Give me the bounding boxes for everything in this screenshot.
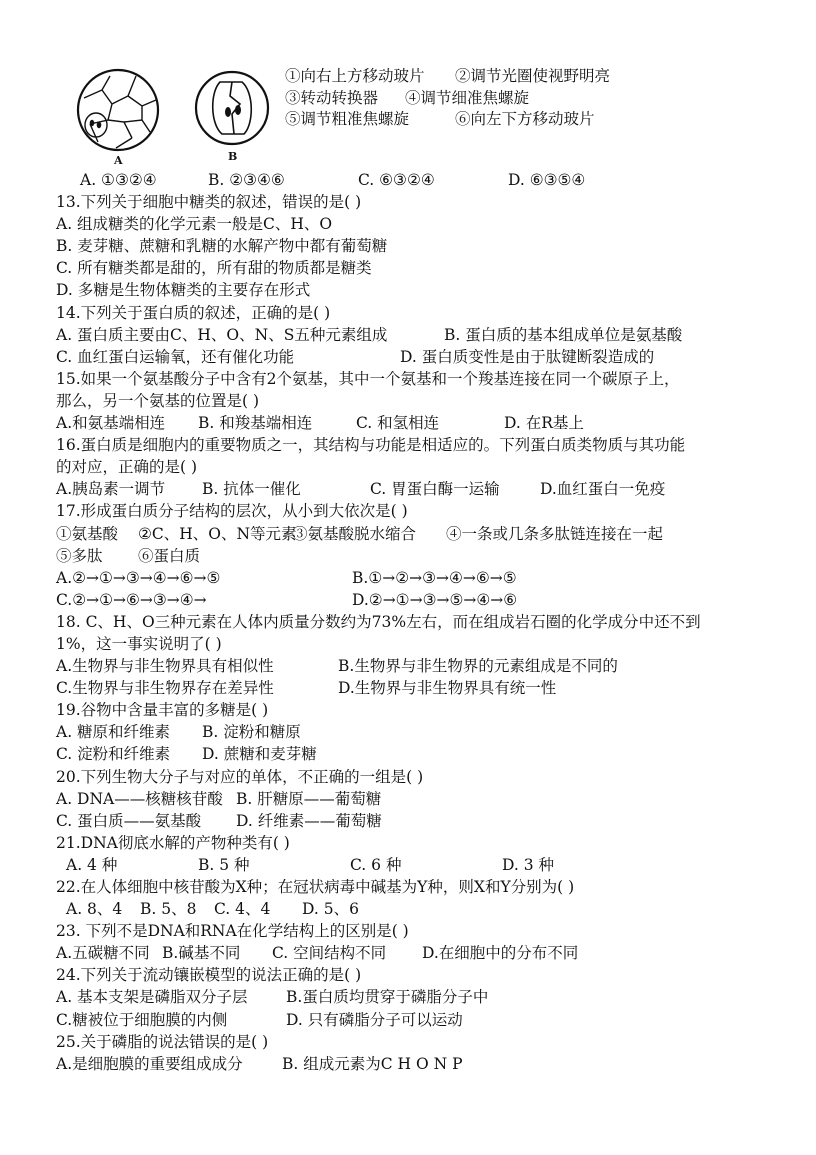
q20-stem: 20.下列生物大分子与对应的单体，不正确的一组是( )	[56, 767, 424, 786]
q13-option-c: C. 所有糖类都是甜的，所有甜的物质都是糖类	[56, 259, 372, 278]
q22-option-d: D. 5、6	[302, 900, 359, 919]
question-list	[56, 169, 806, 1075]
field-a-nucleus-1	[90, 120, 95, 126]
q20-option-a: A. DNA——核糖核苷酸	[56, 789, 223, 808]
q19-option-a: A. 糖原和纤维素	[56, 723, 171, 742]
field-b-cell	[213, 82, 252, 134]
q18-stem-2: 1%，这一事实说明了( )	[56, 634, 222, 653]
q20-options-row2	[56, 810, 806, 832]
field-b-label: B	[228, 150, 238, 163]
q17-item-4: ④一条或几条多肽链连接在一起	[446, 524, 664, 543]
q25-stem: 25.关于磷脂的说法错误的是( )	[56, 1032, 269, 1051]
q14-option-b: B. 蛋白质的基本组成单位是氨基酸	[444, 325, 683, 344]
q14-option-c: C. 血红蛋白运输氧，还有催化功能	[56, 347, 295, 366]
steps-row	[285, 66, 610, 88]
q17-items-row2	[56, 545, 806, 567]
q21-stem: 21.DNA彻底水解的产物种类有( )	[56, 833, 290, 852]
q25-options	[56, 1053, 806, 1075]
q19-options-row1	[56, 721, 806, 743]
q14-option-a: A. 蛋白质主要由C、H、O、N、S五种元素组成	[56, 325, 388, 344]
q13-stem: 13.下列关于细胞中糖类的叙述，错误的是( )	[56, 193, 362, 212]
q21-option-b: B. 5 种	[198, 855, 250, 874]
q21-option-d: D. 3 种	[502, 855, 555, 874]
q24-option-a: A. 基本支架是磷脂双分子层	[56, 988, 248, 1007]
q23-option-b: B.碱基不同	[162, 944, 241, 963]
q22-stem: 22.在人体细胞中核苷酸为X种；在冠状病毒中碱基为Y种，则X和Y分别为( )	[56, 878, 575, 896]
q15-option-d: D. 在R基上	[504, 414, 584, 433]
q18-option-d: D.生物界与非生物界具有统一性	[338, 679, 557, 698]
q17-option-c: C.②→①→⑥→③→④→	[56, 590, 207, 609]
q23-option-d: D.在细胞中的分布不同	[422, 944, 579, 963]
q17-item-6: ⑥蛋白质	[138, 546, 201, 565]
q23-option-a: A.五碳糖不同	[56, 944, 150, 963]
q24-options-row1	[56, 986, 806, 1008]
field-a-nucleus-2	[97, 122, 102, 128]
q23-options	[56, 942, 806, 964]
q19-option-d: D. 蔗糖和麦芽糖	[202, 745, 317, 764]
field-a-cells	[84, 76, 156, 148]
q17-item-3: ③氨基酸脱水缩合	[292, 524, 417, 543]
step-6: ⑥向左下方移动玻片	[455, 110, 595, 128]
q14-stem: 14.下列关于蛋白质的叙述，正确的是( )	[56, 303, 331, 322]
q19-options-row2	[56, 743, 806, 765]
q16-option-a: A.胰岛素一调节	[56, 480, 166, 499]
q22-option-c: C. 4、4	[214, 900, 271, 919]
q18-stem-1: 18. C、H、O三种元素在人体内质量分数约为73%左右，而在组成岩石圈的化学成分中还不到	[56, 612, 701, 631]
q23-stem: 23. 下列不是DNA和RNA在化学结构上的区别是( )	[56, 922, 409, 941]
q16-stem-2: 的对应，正确的是( )	[56, 458, 198, 477]
q18-options-row1	[56, 655, 806, 677]
q25-option-b: B. 组成元素为C H O N P	[282, 1054, 463, 1073]
field-a-label: A	[114, 154, 123, 167]
q18-option-b: B.生物界与非生物界的元素组成是不同的	[338, 657, 618, 676]
step-2: ②调节光圈使视野明亮	[455, 67, 611, 85]
q24-option-c: C.糖被位于细胞膜的内侧	[56, 1010, 228, 1029]
q24-option-b: B.蛋白质均贯穿于磷脂分子中	[286, 988, 489, 1007]
q21-option-c: C. 6 种	[350, 855, 402, 874]
q14-options-row1	[56, 324, 806, 346]
q13-option-a: A. 组成糖类的化学元素一般是C、H、O	[56, 215, 333, 234]
microscope-figure	[70, 62, 280, 174]
q15-option-c: C. 和氢相连	[356, 414, 440, 433]
q19-option-b: B. 淀粉和糖原	[202, 723, 301, 742]
q17-options-row1	[56, 567, 806, 589]
q13-option-d: D. 多糖是生物体糖类的主要存在形式	[56, 281, 311, 300]
q22-option-a: A. 8、4	[66, 900, 123, 919]
q20-options-row1	[56, 788, 806, 810]
q15-options	[56, 412, 806, 434]
q16-option-b: B. 抗体一催化	[202, 480, 301, 499]
q18-option-a: A.生物界与非生物界具有相似性	[56, 657, 274, 676]
q17-item-2: ②C、H、O、N等元素	[138, 524, 297, 543]
q17-items-row1	[56, 523, 806, 545]
q13-option-b: B. 麦芽糖、蔗糖和乳糖的水解产物中都有葡萄糖	[56, 237, 388, 256]
q15-option-b: B. 和羧基端相连	[198, 414, 313, 433]
q19-stem: 19.谷物中含量丰富的多糖是( )	[56, 701, 269, 720]
field-b-nucleus-2	[235, 105, 241, 115]
q17-option-b: B.①→②→③→④→⑥→⑤	[352, 568, 517, 587]
step-1: ①向右上方移动玻片	[285, 67, 425, 85]
q22-options	[56, 898, 806, 920]
q21-option-a: A. 4 种	[66, 855, 118, 874]
q14-options-row2	[56, 346, 806, 368]
q18-options-row2	[56, 677, 806, 699]
q20-option-b: B. 肝糖原——葡萄糖	[236, 789, 382, 808]
q16-option-d: D.血红蛋白一免疫	[540, 480, 666, 499]
field-a-circle	[78, 70, 158, 150]
steps-row	[285, 88, 610, 110]
q20-option-c: C. 蛋白质——氨基酸	[56, 811, 202, 830]
q22-option-b: B. 5、8	[140, 900, 197, 919]
q24-stem: 24.下列关于流动镶嵌模型的说法正确的是( )	[56, 966, 362, 985]
q16-option-c: C. 胃蛋白酶一运输	[370, 480, 500, 499]
q19-option-c: C. 淀粉和纤维素	[56, 745, 171, 764]
q17-stem: 17.形成蛋白质分子结构的层次，从小到大依次是( )	[56, 502, 408, 521]
q17-item-1: ①氨基酸	[56, 524, 119, 543]
q16-stem-1: 16.蛋白质是细胞内的重要物质之一，其结构与功能是相适应的。下列蛋白质类物质与其功能	[56, 436, 686, 455]
q17-options-row2	[56, 589, 806, 611]
q15-stem-2: 那么，另一个氨基的位置是( )	[56, 391, 260, 410]
step-5: ⑤调节粗准焦螺旋	[285, 110, 410, 128]
q17-option-a: A.②→①→③→④→⑥→⑤	[56, 568, 221, 587]
microscope-steps	[285, 66, 610, 131]
q20-option-d: D. 纤维素——葡萄糖	[236, 811, 382, 830]
q21-options	[56, 854, 806, 876]
q16-options	[56, 478, 806, 500]
q12-option-d: D. ⑥③⑤④	[508, 171, 586, 189]
q24-options-row2	[56, 1009, 806, 1031]
field-b-nucleus-1	[225, 107, 231, 117]
q17-item-5: ⑤多肽	[56, 546, 103, 565]
step-3: ③转动转换器	[285, 88, 379, 107]
q12-option-c: C. ⑥③②④	[358, 171, 435, 189]
q15-option-a: A.和氨基端相连	[56, 414, 166, 433]
q24-option-d: D. 只有磷脂分子可以运动	[286, 1010, 463, 1029]
step-4: ④调节细准焦螺旋	[405, 88, 530, 107]
microscope-fields-diagram	[70, 62, 280, 174]
q12-option-b: B. ②③④⑥	[208, 171, 285, 189]
q25-option-a: A.是细胞膜的重要组成成分	[56, 1054, 243, 1073]
q18-option-c: C.生物界与非生物界存在差异性	[56, 679, 274, 698]
q12-options	[56, 169, 806, 191]
steps-row	[285, 109, 610, 131]
q14-option-d: D. 蛋白质变性是由于肽键断裂造成的	[400, 347, 655, 366]
q12-option-a: A. ①③②④	[80, 171, 157, 189]
q17-option-d: D.②→①→③→⑤→④→⑥	[352, 590, 518, 609]
q23-option-c: C. 空间结构不同	[272, 944, 387, 963]
q15-stem-1: 15.如果一个氨基酸分子中含有2个氨基，其中一个氨基和一个羧基连接在同一个碳原子上，	[56, 369, 680, 388]
